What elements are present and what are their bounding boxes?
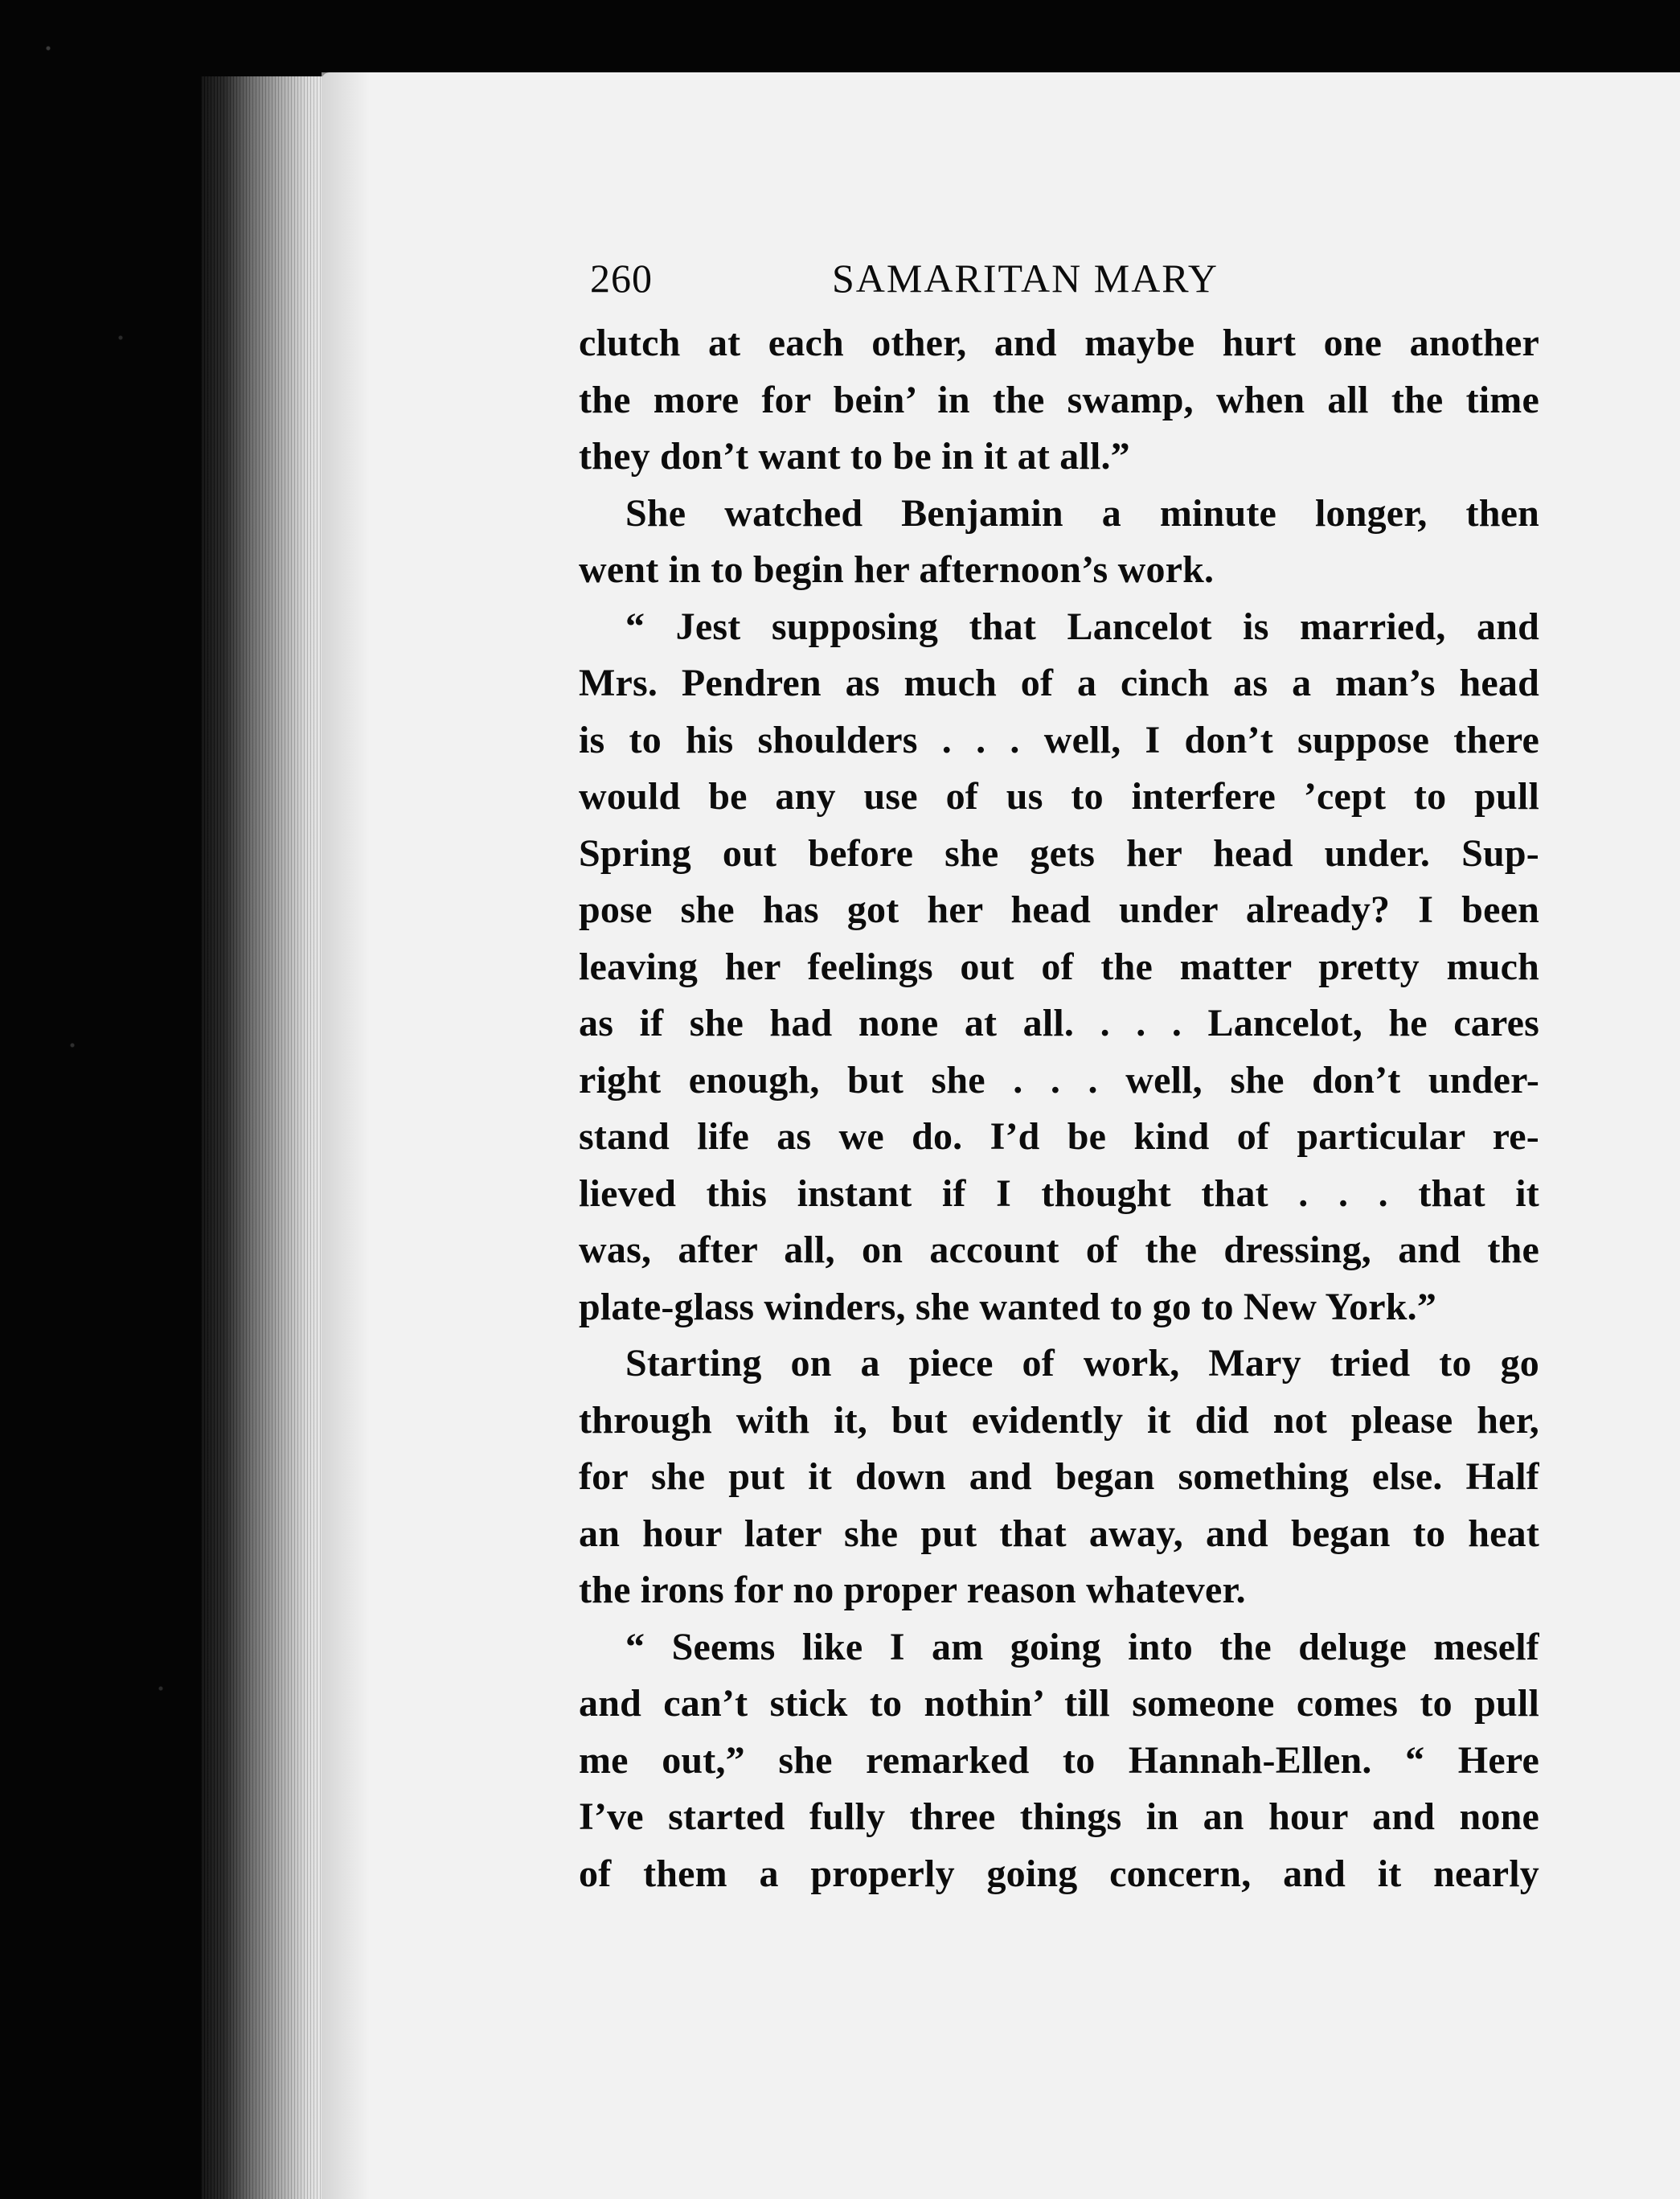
text-line: She watched Benjamin a minute longer, then bbox=[625, 491, 1539, 535]
text-line: for she put it down and began something else. Half bbox=[579, 1455, 1539, 1498]
text-line: they don’t want to be in it at all.” bbox=[579, 435, 1130, 478]
text-line: and can’t stick to nothin’ till someone comes to pull bbox=[579, 1682, 1539, 1725]
text-line: of them a properly going concern, and it nearly bbox=[579, 1852, 1539, 1895]
page-text bbox=[579, 241, 1539, 1902]
book-page-edges bbox=[201, 76, 330, 2199]
text-line: lieved this instant if I thought that . . . that it bbox=[579, 1171, 1539, 1215]
text-line: went in to begin her afternoon’s work. bbox=[579, 548, 1215, 591]
scan-background bbox=[0, 0, 201, 2199]
text-line: “ Seems like I am going into the deluge meself bbox=[625, 1625, 1539, 1668]
text-line: clutch at each other, and maybe hurt one another bbox=[579, 322, 1539, 364]
text-line: as if she had none at all. . . . Lancelot, he cares bbox=[579, 1002, 1539, 1044]
text-line: the irons for no proper reason whatever. bbox=[579, 1569, 1246, 1611]
page-number: 260 bbox=[590, 256, 653, 301]
body-text bbox=[579, 315, 1539, 1902]
text-line: is to his shoulders . . . well, I don’t suppose there bbox=[579, 718, 1539, 761]
text-line: leaving her feelings out of the matter pretty much bbox=[579, 945, 1539, 988]
text-line: me out,” she remarked to Hannah-Ellen. “ Here bbox=[579, 1738, 1539, 1782]
text-line: would be any use of us to interfere ’cept to pull bbox=[579, 775, 1539, 818]
text-line: was, after all, on account of the dressing, and the bbox=[579, 1229, 1539, 1271]
text-line: the more for bein’ in the swamp, when all the time bbox=[579, 378, 1539, 421]
text-line: right enough, but she . . . well, she don’t under- bbox=[579, 1058, 1539, 1102]
text-line: “ Jest supposing that Lancelot is married, and bbox=[625, 605, 1539, 648]
text-line: Starting on a piece of work, Mary tried to go bbox=[625, 1342, 1539, 1385]
running-head bbox=[579, 241, 1539, 315]
text-line: stand life as we do. I’d be kind of particular re- bbox=[579, 1115, 1539, 1158]
text-line: I’ve started fully three things in an hour and none bbox=[579, 1795, 1539, 1838]
text-line: an hour later she put that away, and began to heat bbox=[579, 1512, 1539, 1555]
text-line: plate-glass winders, she wanted to go to New York.” bbox=[579, 1285, 1437, 1328]
text-line: Mrs. Pendren as much of a cinch as a man’s head bbox=[579, 662, 1539, 704]
running-head-title: SAMARITAN MARY bbox=[832, 256, 1219, 301]
text-line: Spring out before she gets her head under. Sup- bbox=[579, 831, 1539, 875]
page-gutter-shadow bbox=[322, 72, 370, 2199]
text-line: pose she has got her head under already? I been bbox=[579, 888, 1539, 931]
text-line: through with it, but evidently it did not please her, bbox=[579, 1398, 1539, 1442]
